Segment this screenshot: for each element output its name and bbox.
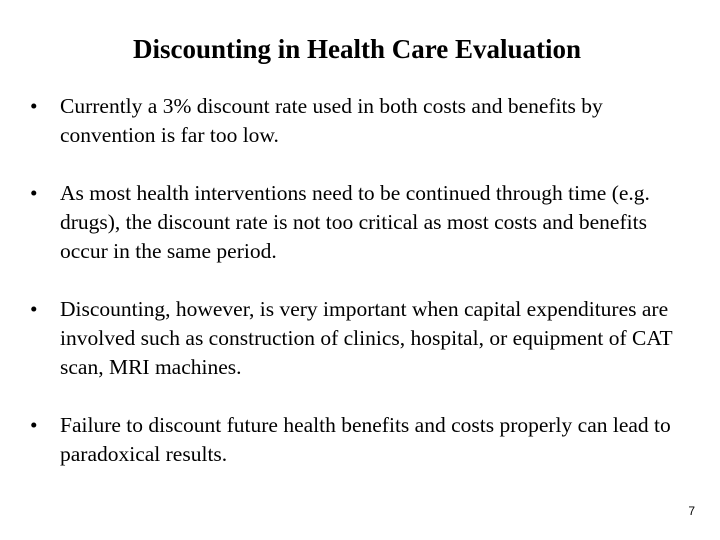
- bullet-marker: •: [30, 94, 38, 118]
- bullet-text: Failure to discount future health benefits and costs properly can lead to paradoxical results.: [60, 413, 671, 466]
- bullet-item: [30, 92, 690, 150]
- slide-title: Discounting in Health Care Evaluation: [132, 34, 582, 64]
- bullet-item: [30, 411, 690, 469]
- bullet-marker: •: [30, 181, 38, 205]
- page-number: 7: [688, 504, 695, 518]
- bullet-text: Discounting, however, is very important when capital expenditures are involved such as construction of clinics, hospital, or equipment of CAT scan, MRI machines.: [60, 297, 673, 379]
- bullet-text: Currently a 3% discount rate used in both costs and benefits by convention is far too low.: [60, 94, 603, 147]
- bullet-item: [30, 179, 690, 266]
- bullet-item: [30, 295, 690, 382]
- bullet-marker: •: [30, 413, 38, 437]
- bullet-marker: •: [30, 297, 38, 321]
- bullet-list: [30, 92, 690, 498]
- bullet-text: As most health interventions need to be continued through time (e.g. drugs), the discount rate is not too critical as most costs and benefits occur in the same period.: [60, 181, 650, 263]
